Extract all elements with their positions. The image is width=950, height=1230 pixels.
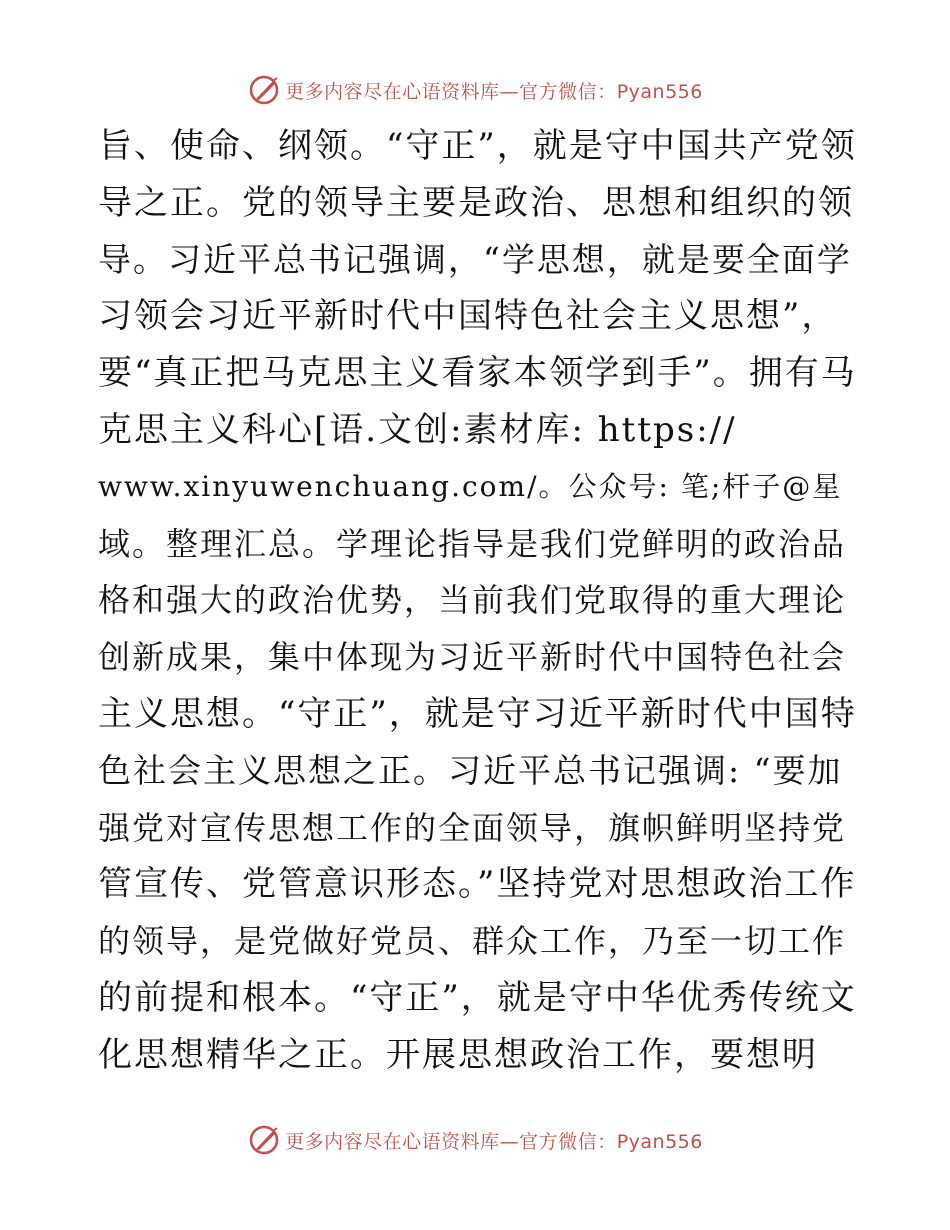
body-line: 导之正。党的领导主要是政治、思想和组织的领 xyxy=(98,182,854,223)
body-line: 创新成果，集中体现为习近平新时代中国特色社会 xyxy=(98,638,847,677)
body-line: 格和强大的政治优势，当前我们党取得的重大理论 xyxy=(98,581,847,620)
body-line: 管宣传、党管意识形态。”坚持党对思想政治工作 xyxy=(98,864,857,905)
body-line: 克思主义科心[语.文创:素材库: https:// xyxy=(98,409,737,450)
body-line: 旨、使命、纲领。“守正”，就是守中国共产党领 xyxy=(98,126,857,166)
header-separator: — xyxy=(499,80,520,103)
body-line: 域。整理汇总。学理论指导是我们党鲜明的政治品 xyxy=(98,524,847,563)
body-line: 习领会习近平新时代中国特色社会主义思想”， xyxy=(98,296,838,337)
footer-wechat-label: 官方微信 xyxy=(519,1130,598,1153)
footer-separator: — xyxy=(499,1130,520,1153)
quill-pen-logo-icon xyxy=(247,1123,281,1157)
body-line: 的前提和根本。“守正”，就是守中华优秀传统文 xyxy=(98,977,857,1018)
body-line: 要“真正把马克思主义看家本领学到手”。拥有马 xyxy=(98,353,857,394)
body-line: 导。习近平总书记强调，“学思想，就是要全面学 xyxy=(98,239,852,279)
footer-wechat-id: Pyan556 xyxy=(616,1130,703,1153)
body-line: www.xinyuwenchuang.com/。公众号: 笔;杆子@星 xyxy=(98,469,843,503)
header-brand: 更多内容尽在心语资料库 xyxy=(285,80,500,103)
header-colon: ： xyxy=(597,80,617,103)
body-line: 化思想精华之正。开展思想政治工作，要想明 xyxy=(98,1034,818,1075)
body-line: 强党对宣传思想工作的全面领导，旗帜鲜明坚持党 xyxy=(98,808,847,847)
header-text xyxy=(285,77,703,104)
footer-brand: 更多内容尽在心语资料库 xyxy=(285,1130,500,1153)
footer-colon: ： xyxy=(597,1130,617,1153)
footer-text xyxy=(285,1127,703,1154)
footer-banner xyxy=(0,1120,950,1160)
document-body xyxy=(98,118,858,1084)
header-wechat-label: 官方微信 xyxy=(519,80,598,103)
body-line: 主义思想。“守正”，就是守习近平新时代中国特 xyxy=(98,693,857,734)
body-line: 的领导，是党做好党员、群众工作，乃至一切工作 xyxy=(98,922,847,961)
header-wechat-id: Pyan556 xyxy=(616,80,703,103)
quill-pen-logo-icon xyxy=(247,73,281,107)
header-banner xyxy=(0,70,950,110)
body-line: 色社会主义思想之正。习近平总书记强调: “要加 xyxy=(98,750,843,790)
